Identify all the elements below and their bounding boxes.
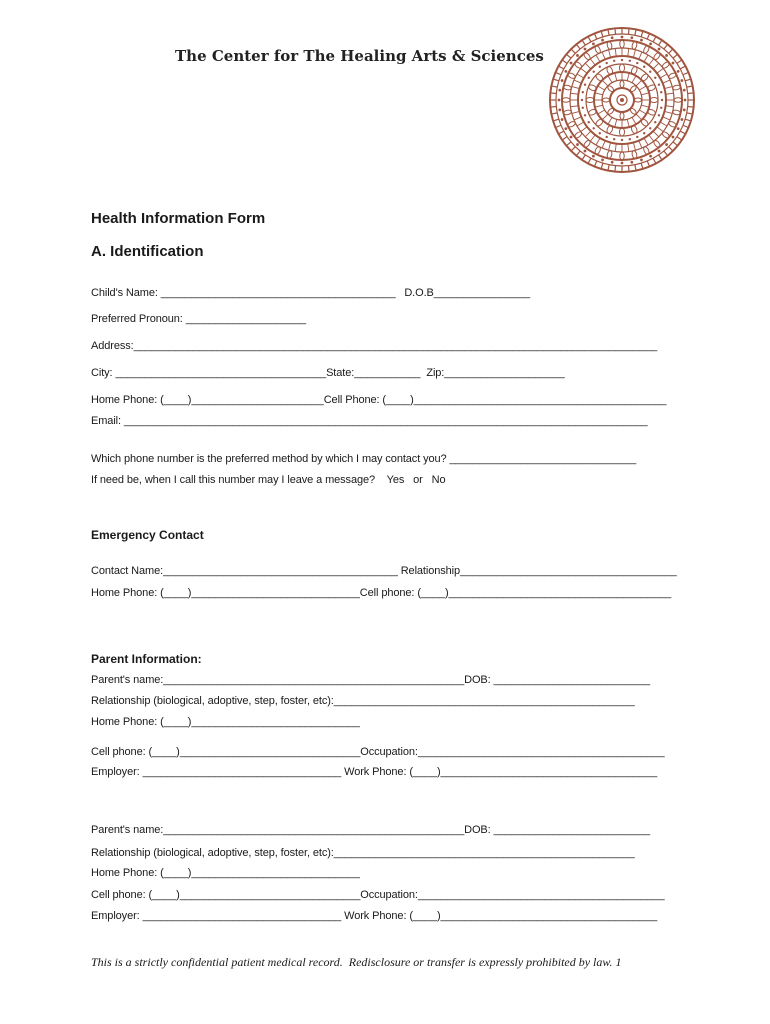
section-heading-identification: A. Identification bbox=[91, 243, 204, 260]
emergency-phones-line[interactable]: Home Phone: (____)____________________________Cell phone: (____)_____________________________________ bbox=[91, 587, 672, 599]
email-line[interactable]: Email: _______________________________________________________________________________________ bbox=[91, 415, 648, 427]
address-line[interactable]: Address:_______________________________________________________________________________________ bbox=[91, 340, 658, 352]
emergency-contact-name-line[interactable]: Contact Name:_______________________________________ Relationship____________________________________ bbox=[91, 565, 677, 577]
home-cell-phone-line[interactable]: Home Phone: (____)______________________Cell Phone: (____)__________________________________________ bbox=[91, 394, 667, 406]
mandala-logo bbox=[548, 26, 696, 174]
parent1-relationship-line[interactable]: Relationship (biological, adoptive, step, foster, etc):__________________________________________________ bbox=[91, 695, 635, 707]
parent2-name-line[interactable]: Parent's name:__________________________________________________DOB: __________________________ bbox=[91, 824, 651, 836]
city-state-zip-line[interactable]: City: ___________________________________State:___________ Zip:____________________ bbox=[91, 367, 565, 379]
parent1-cell-occupation-line[interactable]: Cell phone: (____)______________________________Occupation:_________________________________________ bbox=[91, 746, 665, 758]
leave-message-line[interactable]: If need be, when I call this number may I leave a message? Yes or No bbox=[91, 474, 446, 486]
parent2-home-phone-line[interactable]: Home Phone: (____)____________________________ bbox=[91, 867, 360, 879]
parent-information-heading: Parent Information: bbox=[91, 652, 202, 666]
parent1-employer-line[interactable]: Employer: _________________________________ Work Phone: (____)____________________________________ bbox=[91, 766, 658, 778]
confidentiality-footer: This is a strictly confidential patient medical record. Redisclosure or transfer is expressly prohibited by law. 1 bbox=[91, 955, 622, 969]
parent2-cell-occupation-line[interactable]: Cell phone: (____)______________________________Occupation:_________________________________________ bbox=[91, 889, 665, 901]
parent2-relationship-line[interactable]: Relationship (biological, adoptive, step, foster, etc):__________________________________________________ bbox=[91, 847, 635, 859]
parent1-name-line[interactable]: Parent's name:__________________________________________________DOB: __________________________ bbox=[91, 674, 651, 686]
pronoun-line[interactable]: Preferred Pronoun: ____________________ bbox=[91, 313, 307, 325]
parent2-employer-line[interactable]: Employer: _________________________________ Work Phone: (____)____________________________________ bbox=[91, 910, 658, 922]
emergency-contact-heading: Emergency Contact bbox=[91, 528, 204, 542]
preferred-phone-line[interactable]: Which phone number is the preferred method by which I may contact you? _______________________________ bbox=[91, 453, 637, 465]
org-name: The Center for The Healing Arts & Sciences bbox=[175, 47, 544, 65]
form-title: Health Information Form bbox=[91, 210, 266, 227]
childs-name-line[interactable]: Child's Name: _______________________________________ D.O.B________________ bbox=[91, 287, 531, 299]
parent1-home-phone-line[interactable]: Home Phone: (____)____________________________ bbox=[91, 716, 360, 728]
